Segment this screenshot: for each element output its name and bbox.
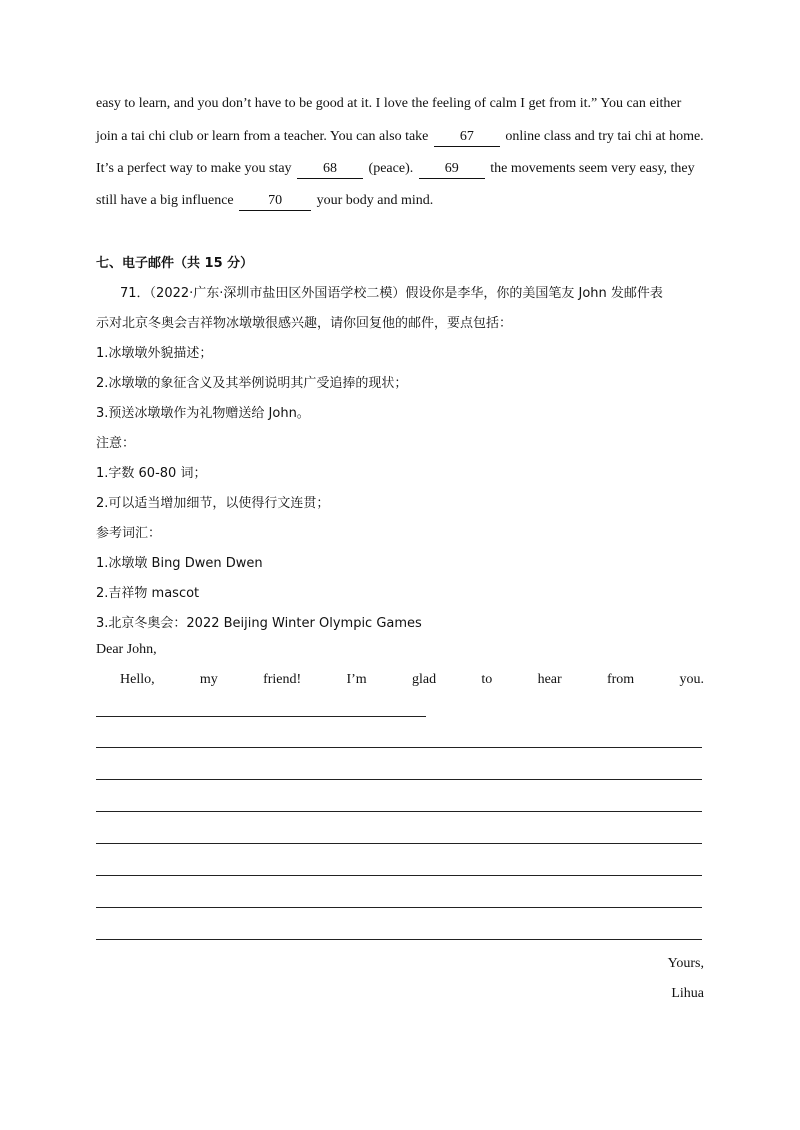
point-1: 1.冰墩墩外貌描述； [96, 346, 213, 361]
opening-word: you. [679, 672, 704, 687]
passage-line-4 [96, 192, 433, 211]
opening-word: my [199, 672, 218, 687]
passage-text: join a tai chi club or learn from a teacher. You can also take [96, 129, 429, 144]
point-2: 2.冰墩墩的象征含义及其举例说明其广受追捧的现状； [96, 376, 408, 391]
passage-text: It’s a perfect way to make you stay [96, 161, 292, 176]
vocab-2: 2.吉祥物 mascot [96, 586, 200, 601]
letter-salutation: Dear John, [96, 642, 157, 657]
blank-70[interactable]: 70 [239, 192, 311, 211]
opening-word: from [606, 672, 635, 687]
answer-line[interactable] [96, 811, 702, 812]
answer-line[interactable] [96, 939, 702, 940]
passage-text: your body and mind. [316, 193, 434, 208]
answer-line[interactable] [96, 747, 702, 748]
opening-word: Hello, [120, 672, 155, 687]
passage-text: online class and try tai chi at home. [505, 129, 704, 144]
blank-67[interactable]: 67 [434, 128, 500, 147]
vocab-label: 参考词汇： [96, 526, 162, 541]
answer-line[interactable] [96, 843, 702, 844]
opening-word: friend! [263, 672, 302, 687]
passage-line-1: easy to learn, and you don’t have to be good at it. I love the feeling of calm I get from it.” You can either [96, 96, 682, 111]
answer-line[interactable] [96, 875, 702, 876]
vocab-3: 3.北京冬奥会：2022 Beijing Winter Olympic Games [96, 616, 422, 631]
section-heading: 七、电子邮件（共 15 分） [96, 256, 254, 271]
answer-line[interactable] [96, 716, 426, 717]
notes-label: 注意： [96, 436, 136, 451]
point-3: 3.预送冰墩墩作为礼物赠送给 John。 [96, 406, 310, 421]
letter-opening-line [120, 672, 704, 688]
blank-68[interactable]: 68 [297, 160, 363, 179]
passage-text: the movements seem very easy, they [490, 161, 695, 176]
question-line-1: 71．（2022·广东·深圳市盐田区外国语学校二模）假设你是李华，你的美国笔友 John 发邮件表 [120, 286, 663, 301]
vocab-1: 1.冰墩墩 Bing Dwen Dwen [96, 556, 263, 571]
opening-word: to [481, 672, 493, 687]
question-line-2: 示对北京冬奥会吉祥物冰墩墩很感兴趣，请你回复他的邮件，要点包括： [96, 316, 513, 331]
note-1: 1.字数 60-80 词； [96, 466, 207, 481]
passage-line-2 [96, 128, 704, 147]
answer-line[interactable] [96, 779, 702, 780]
letter-closing: Yours, [667, 956, 704, 971]
opening-word: glad [412, 672, 437, 687]
opening-word: I’m [346, 672, 367, 687]
answer-line[interactable] [96, 907, 702, 908]
passage-line-3 [96, 160, 695, 179]
passage-text: (peace). [368, 161, 414, 176]
blank-69[interactable]: 69 [419, 160, 485, 179]
opening-word: hear [537, 672, 562, 687]
letter-signature: Lihua [671, 986, 704, 1001]
note-2: 2.可以适当增加细节，以使得行文连贯； [96, 496, 330, 511]
passage-text: still have a big influence [96, 193, 234, 208]
